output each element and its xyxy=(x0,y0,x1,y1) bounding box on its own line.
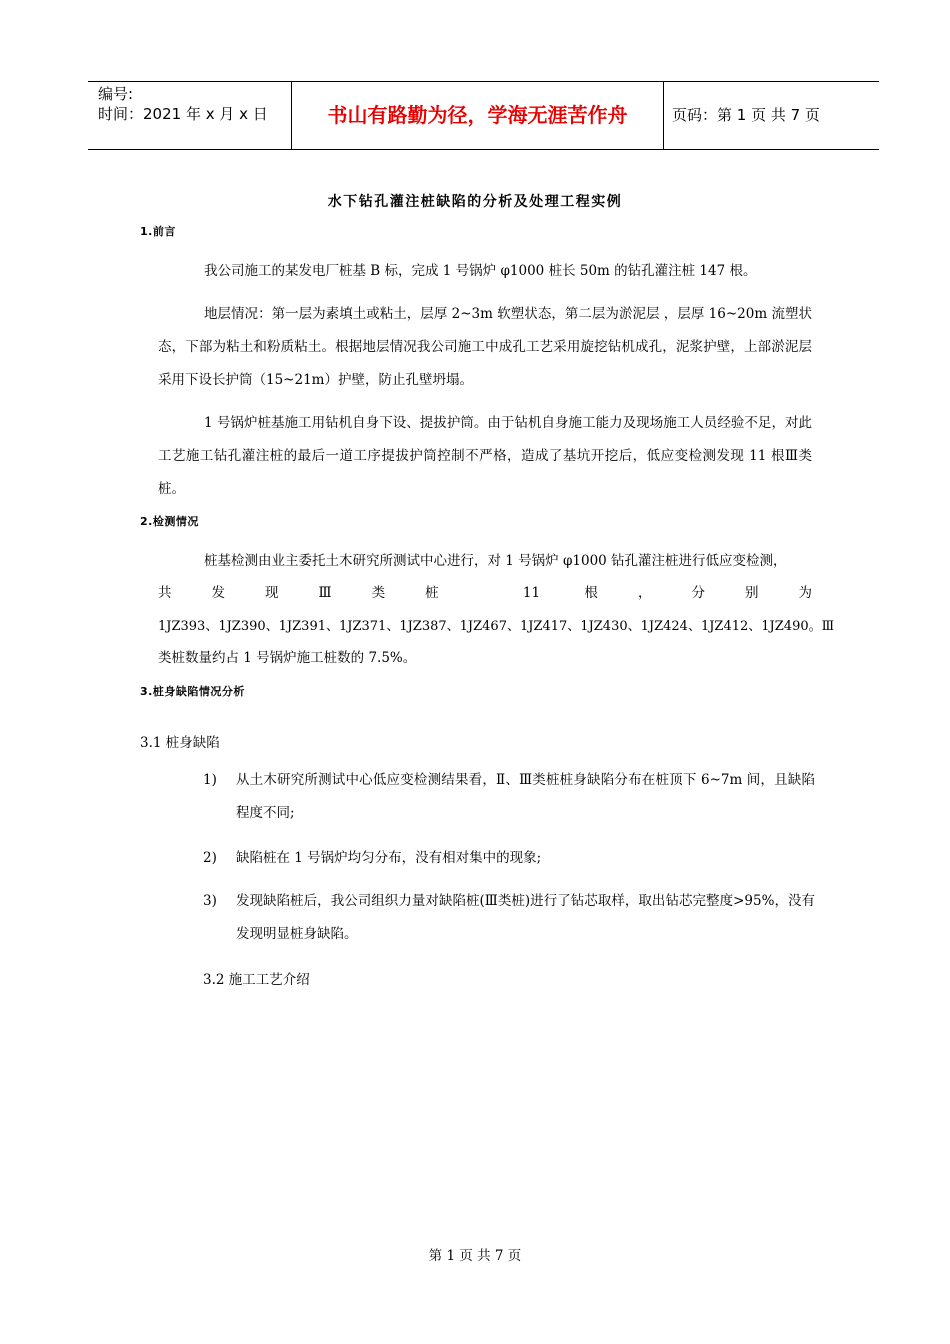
list-item xyxy=(203,842,815,875)
header-motto: 书山有路勤为径，学海无涯苦作舟 xyxy=(327,103,628,127)
list-item-text: 发现缺陷桩后，我公司组织力量对缺陷桩(Ⅲ类桩)进行了钻芯取样，取出钻芯完整度>95%，没有发现明显桩身缺陷。 xyxy=(236,893,815,942)
section-2-line-4: 类桩数量约占 1 号锅炉施工桩数的 7.5%。 xyxy=(158,650,417,666)
subsection-3-1-heading: 3.1 桩身缺陷 xyxy=(140,735,220,751)
section-1-paragraph-2: 地层情况：第一层为素填土或粘土，层厚 2~3m 软塑状态，第二层为淤泥层 ，层厚 16~20m 流塑状态，下部为粘土和粉质粘土。根据地层情况我公司施工中成孔工艺采用旋挖钻机成孔，泥浆护壁，上部淤泥层采用下设长护筒（15~21m）护壁，防止孔壁坍塌。 xyxy=(158,306,812,388)
section-3-heading: 3.桩身缺陷情况分析 xyxy=(140,685,245,698)
list-item-number: 1) xyxy=(203,772,217,788)
section-1-heading: 1.前言 xyxy=(140,225,176,238)
subsection-3-2-heading: 3.2 施工工艺介绍 xyxy=(203,972,310,988)
header-bottom-rule xyxy=(88,149,879,150)
section-2-line-3: 1JZ393、1JZ390、1JZ391、1JZ371、1JZ387、1JZ467、1JZ417、1JZ430、1JZ424、1JZ412、1JZ490。Ⅲ xyxy=(158,619,835,634)
header-page-label: 页码：第 1 页 共 7 页 xyxy=(672,106,820,124)
list-item-text: 从土木研究所测试中心低应变检测结果看，Ⅱ、Ⅲ类桩桩身缺陷分布在桩顶下 6~7m 间，且缺陷程度不同; xyxy=(236,772,815,821)
list-item-number: 2) xyxy=(203,850,217,866)
section-1-paragraph-1: 我公司施工的某发电厂桩基 B 标，完成 1 号锅炉 φ1000 桩长 50m 的钻孔灌注桩 147 根。 xyxy=(204,263,757,279)
doc-number-label: 编号: xyxy=(98,85,134,103)
section-2-line-1: 桩基检测由业主委托土木研究所测试中心进行，对 1 号锅炉 φ1000 钻孔灌注桩进行低应变检测， xyxy=(204,553,787,569)
doc-time-label: 时间：2021 年 x 月 x 日 xyxy=(98,105,268,123)
section-1-paragraph-3: 1 号锅炉桩基施工用钻机自身下设、提拔护筒。由于钻机自身施工能力及现场施工人员经验不足，对此工艺施工钻孔灌注桩的最后一道工序提拔护筒控制不严格，造成了基坑开挖后，低应变检测发现 11 根Ⅲ类桩。 xyxy=(158,415,812,497)
header-top-rule xyxy=(88,81,879,82)
list-item-number: 3) xyxy=(203,893,217,909)
section-2-line-2: 共发现Ⅲ类桩 11 根，分别为 xyxy=(158,585,812,601)
document-title: 水下钻孔灌注桩缺陷的分析及处理工程实例 xyxy=(327,194,623,210)
header-divider-2 xyxy=(663,81,664,149)
list-item-text: 缺陷桩在 1 号锅炉均匀分布，没有相对集中的现象; xyxy=(236,850,542,866)
list-item xyxy=(203,764,815,830)
section-2-heading: 2.检测情况 xyxy=(140,515,199,528)
header-left xyxy=(98,84,268,124)
page-footer: 第 1 页 共 7 页 xyxy=(428,1248,522,1264)
list-item xyxy=(203,885,815,951)
